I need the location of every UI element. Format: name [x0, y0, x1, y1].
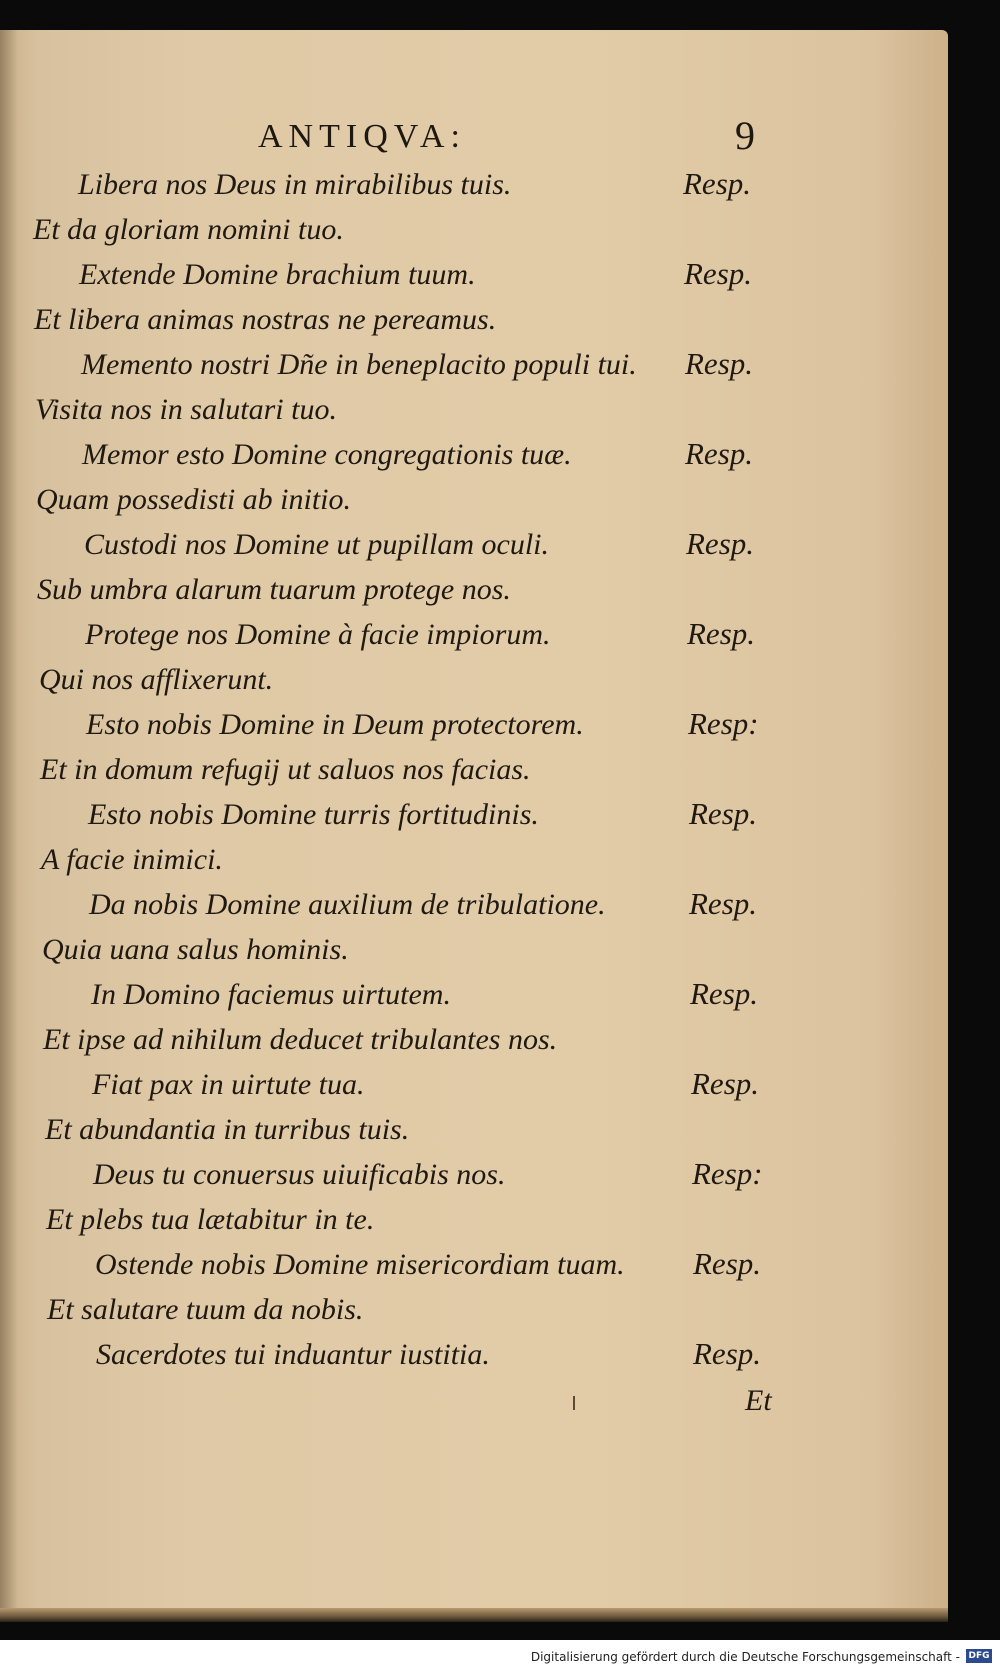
resp-marker: Resp:	[688, 706, 759, 741]
dfg-logo: DFG	[966, 1649, 992, 1663]
response-line: Sub umbra alarum tuarum protege nos.	[37, 573, 511, 606]
resp-marker: Resp.	[684, 256, 753, 291]
verse-line: Ostende nobis Domine misericordiam tuam.	[95, 1248, 625, 1281]
resp-marker: Resp.	[685, 346, 754, 381]
verse-line: In Domino faciemus uirtutem.	[91, 978, 451, 1011]
verse-line: Sacerdotes tui induantur iustitia.	[96, 1338, 490, 1371]
verse-line: Custodi nos Domine ut pupillam oculi.	[84, 528, 549, 561]
verse-line: Memor esto Domine congregationis tuæ.	[82, 438, 572, 471]
ink-speck	[573, 1396, 575, 1410]
verse-line: Deus tu conuersus uiuificabis nos.	[93, 1158, 506, 1191]
verse-line: Protege nos Domine à facie impiorum.	[85, 618, 551, 651]
resp-marker: Resp.	[693, 1336, 762, 1371]
response-line: Et abundantia in turribus tuis.	[45, 1113, 410, 1146]
resp-marker: Resp.	[693, 1246, 762, 1281]
resp-marker: Resp.	[687, 616, 756, 651]
resp-marker: Resp.	[683, 166, 752, 201]
resp-marker: Resp.	[691, 1066, 760, 1101]
resp-marker: Resp.	[690, 976, 759, 1011]
response-line: Et libera animas nostras ne pereamus.	[34, 303, 497, 336]
response-line: Quam possedisti ab initio.	[36, 483, 352, 516]
response-line: Qui nos afflixerunt.	[39, 663, 274, 696]
response-line: Et da gloriam nomini tuo.	[33, 213, 344, 246]
page-gutter-shade	[0, 30, 18, 1620]
resp-marker: Resp:	[692, 1156, 763, 1191]
verse-line: Libera nos Deus in mirabilibus tuis.	[78, 168, 512, 201]
digitization-footer	[0, 1640, 1000, 1673]
resp-marker: Resp.	[689, 796, 758, 831]
page-bottom-edge	[0, 1608, 948, 1622]
response-line: Visita nos in salutari tuo.	[35, 393, 337, 426]
verse-line: Esto nobis Domine in Deum protectorem.	[86, 708, 584, 741]
resp-marker: Resp.	[686, 526, 755, 561]
catchword: Et	[745, 1384, 772, 1417]
verse-line: Extende Domine brachium tuum.	[79, 258, 476, 291]
verse-line: Fiat pax in uirtute tua.	[92, 1068, 365, 1101]
response-line: A facie inimici.	[41, 843, 223, 876]
resp-marker: Resp.	[689, 886, 758, 921]
verse-line: Da nobis Domine auxilium de tribulatione.	[89, 888, 606, 921]
response-line: Et ipse ad nihilum deducet tribulantes nos.	[43, 1023, 558, 1056]
response-line: Et in domum refugij ut saluos nos facias.	[40, 753, 531, 786]
running-head: ANTIQVA:	[258, 118, 466, 155]
resp-marker: Resp.	[685, 436, 754, 471]
verse-line: Memento nostri Dñe in beneplacito populi tui.	[81, 348, 637, 381]
response-line: Quia uana salus hominis.	[42, 933, 349, 966]
response-line: Et salutare tuum da nobis.	[47, 1293, 364, 1326]
response-line: Et plebs tua lætabitur in te.	[46, 1203, 375, 1236]
verse-line: Esto nobis Domine turris fortitudinis.	[88, 798, 539, 831]
footer-credit: Digitalisierung gefördert durch die Deutsche Forschungsgemeinschaft -	[530, 1650, 960, 1664]
page-header	[0, 113, 948, 158]
page-number: 9	[735, 113, 755, 158]
